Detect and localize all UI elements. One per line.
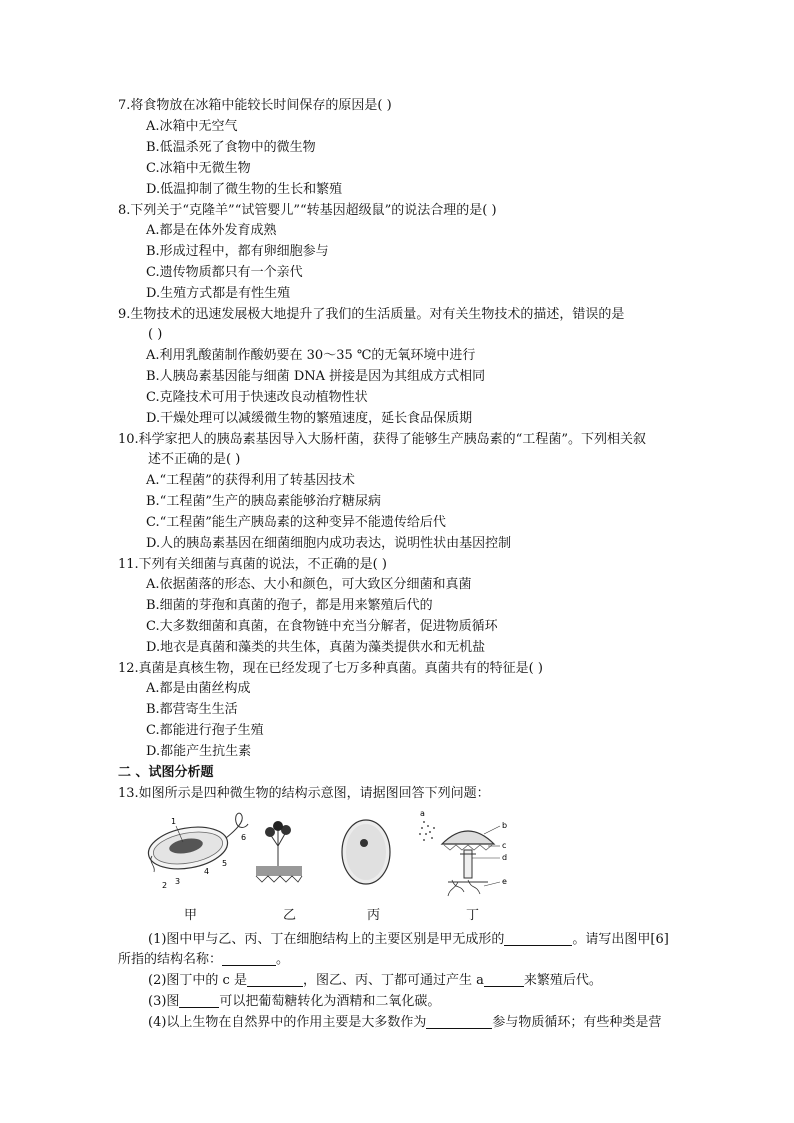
q13-sub4-text-a: (4)以上生物在自然界中的作用主要是大多数作为	[148, 1015, 427, 1030]
answer-blank-4[interactable]	[484, 972, 524, 987]
q10-option-d: D.人的胰岛素基因在细菌细胞内成功表达，说明性状由基因控制	[146, 536, 512, 551]
q13-sub1-text-d: 。	[276, 952, 290, 967]
q9-stem-cont: ( )	[148, 327, 163, 342]
bacterium-part-6: 6	[241, 833, 247, 842]
q8-option-a: A.都是在体外发育成熟	[146, 223, 277, 238]
mushroom-part-d: d	[502, 853, 508, 862]
q9-option-b: B.人胰岛素基因能与细菌 DNA 拼接是因为其组成方式相同	[146, 369, 486, 384]
q13-sub1	[148, 930, 669, 950]
section-heading: 二 、试图分析题	[118, 765, 214, 780]
q8-option-b: B.形成过程中，都有卵细胞参与	[146, 244, 329, 259]
q13-sub3-text-b: 可以把葡萄糖转化为酒精和二氧化碳。	[219, 994, 441, 1009]
q13-stem: 13.如图所示是四种微生物的结构示意图，请据图回答下列问题：	[118, 786, 490, 801]
fig-label-yi: 乙	[283, 908, 297, 923]
q12-option-b: B.都营寄生生活	[146, 702, 238, 717]
q10-option-b: B.“工程菌”生产的胰岛素能够治疗糖尿病	[146, 494, 381, 509]
yeast-figure	[342, 820, 390, 884]
q13-sub1-text-b: 。请写出图甲[6]	[572, 932, 669, 947]
q11-option-b: B.细菌的芽孢和真菌的孢子，都是用来繁殖后代的	[146, 598, 433, 613]
q9-option-c: C.克隆技术可用于快速改良动植物性状	[146, 390, 368, 405]
q13-sub2-text-a: (2)图丁中的 c 是	[148, 973, 247, 988]
q7-option-b: B.低温杀死了食物中的微生物	[146, 140, 316, 155]
q9-option-d: D.干燥处理可以减缓微生物的繁殖速度，延长食品保质期	[146, 411, 473, 426]
q10-stem: 10.科学家把人的胰岛素基因导入大肠杆菌，获得了能够生产胰岛素的“工程菌”。下列相关叙	[118, 432, 646, 447]
fig-label-bing: 丙	[367, 908, 381, 923]
q13-sub1-text-c: 所指的结构名称：	[118, 952, 223, 967]
bacterium-part-5: 5	[222, 859, 228, 868]
q13-sub4-text-b: 参与物质循环；有些种类是营	[492, 1015, 662, 1030]
answer-blank-2[interactable]	[222, 951, 276, 966]
answer-blank-6[interactable]	[426, 1014, 492, 1029]
q11-option-c: C.大多数细菌和真菌，在食物链中充当分解者，促进物质循环	[146, 619, 498, 634]
q13-sub3	[148, 992, 440, 1012]
mold-figure	[256, 821, 302, 882]
bacterium-part-3: 3	[175, 877, 181, 886]
answer-blank-5[interactable]	[179, 993, 219, 1008]
q12-option-a: A.都是由菌丝构成	[146, 681, 251, 696]
bacterium-figure	[145, 813, 248, 890]
q13-sub1-cont	[118, 950, 289, 970]
q8-stem: 8.下列关于“克隆羊”“试管婴儿”“转基因超级鼠”的说法合理的是( )	[118, 203, 497, 218]
q13-sub2-text-c: 来繁殖后代。	[523, 973, 602, 988]
q7-option-a: A.冰箱中无空气	[146, 119, 238, 134]
bacterium-part-4: 4	[204, 867, 210, 876]
q12-option-c: C.都能进行孢子生殖	[146, 723, 264, 738]
q13-sub3-text-a: (3)图	[148, 994, 180, 1009]
q8-option-c: C.遗传物质都只有一个亲代	[146, 265, 303, 280]
q9-option-a: A.利用乳酸菌制作酸奶要在 30～35 ℃的无氧环境中进行	[146, 348, 476, 363]
q7-option-c: C.冰箱中无微生物	[146, 161, 251, 176]
mushroom-part-b: b	[502, 821, 508, 830]
answer-blank-1[interactable]	[504, 931, 572, 946]
q11-option-d: D.地衣是真菌和藻类的共生体，真菌为藻类提供水和无机盐	[146, 640, 486, 655]
q9-stem: 9.生物技术的迅速发展极大地提升了我们的生活质量。对有关生物技术的描述，错误的是	[118, 307, 625, 322]
q13-sub2-text-b: ，图乙、丙、丁都可通过产生 a	[302, 973, 484, 988]
q12-option-d: D.都能产生抗生素	[146, 744, 252, 759]
q13-sub1-text-a: (1)图中甲与乙、丙、丁在细胞结构上的主要区别是甲无成形的	[148, 932, 505, 947]
q12-stem: 12.真菌是真核生物，现在已经发现了七万多种真菌。真菌共有的特征是( )	[118, 661, 543, 676]
mushroom-part-a: a	[420, 810, 425, 818]
mushroom-figure	[419, 810, 507, 896]
q7-option-d: D.低温抑制了微生物的生长和繁殖	[146, 182, 343, 197]
mushroom-part-e: e	[502, 877, 507, 886]
q11-stem: 11.下列有关细菌与真菌的说法，不正确的是( )	[118, 557, 387, 572]
q10-option-a: A.“工程菌”的获得利用了转基因技术	[146, 473, 355, 488]
fig-label-jia: 甲	[184, 908, 198, 923]
bacterium-part-2: 2	[162, 881, 168, 890]
q13-sub4	[148, 1013, 661, 1033]
q7-stem: 7.将食物放在冰箱中能较长时间保存的原因是( )	[118, 98, 392, 113]
q11-option-a: A.依据菌落的形态、大小和颜色，可大致区分细菌和真菌	[146, 577, 472, 592]
answer-blank-3[interactable]	[247, 972, 303, 987]
q13-sub2	[148, 971, 602, 991]
q10-stem-cont: 述不正确的是( )	[148, 452, 241, 467]
bacterium-part-1: 1	[171, 817, 177, 826]
q10-option-c: C.“工程菌”能生产胰岛素的这种变异不能遗传给后代	[146, 515, 446, 530]
q8-option-d: D.生殖方式都是有性生殖	[146, 286, 291, 301]
fig-label-ding: 丁	[466, 908, 480, 923]
mushroom-part-c: c	[502, 841, 507, 850]
